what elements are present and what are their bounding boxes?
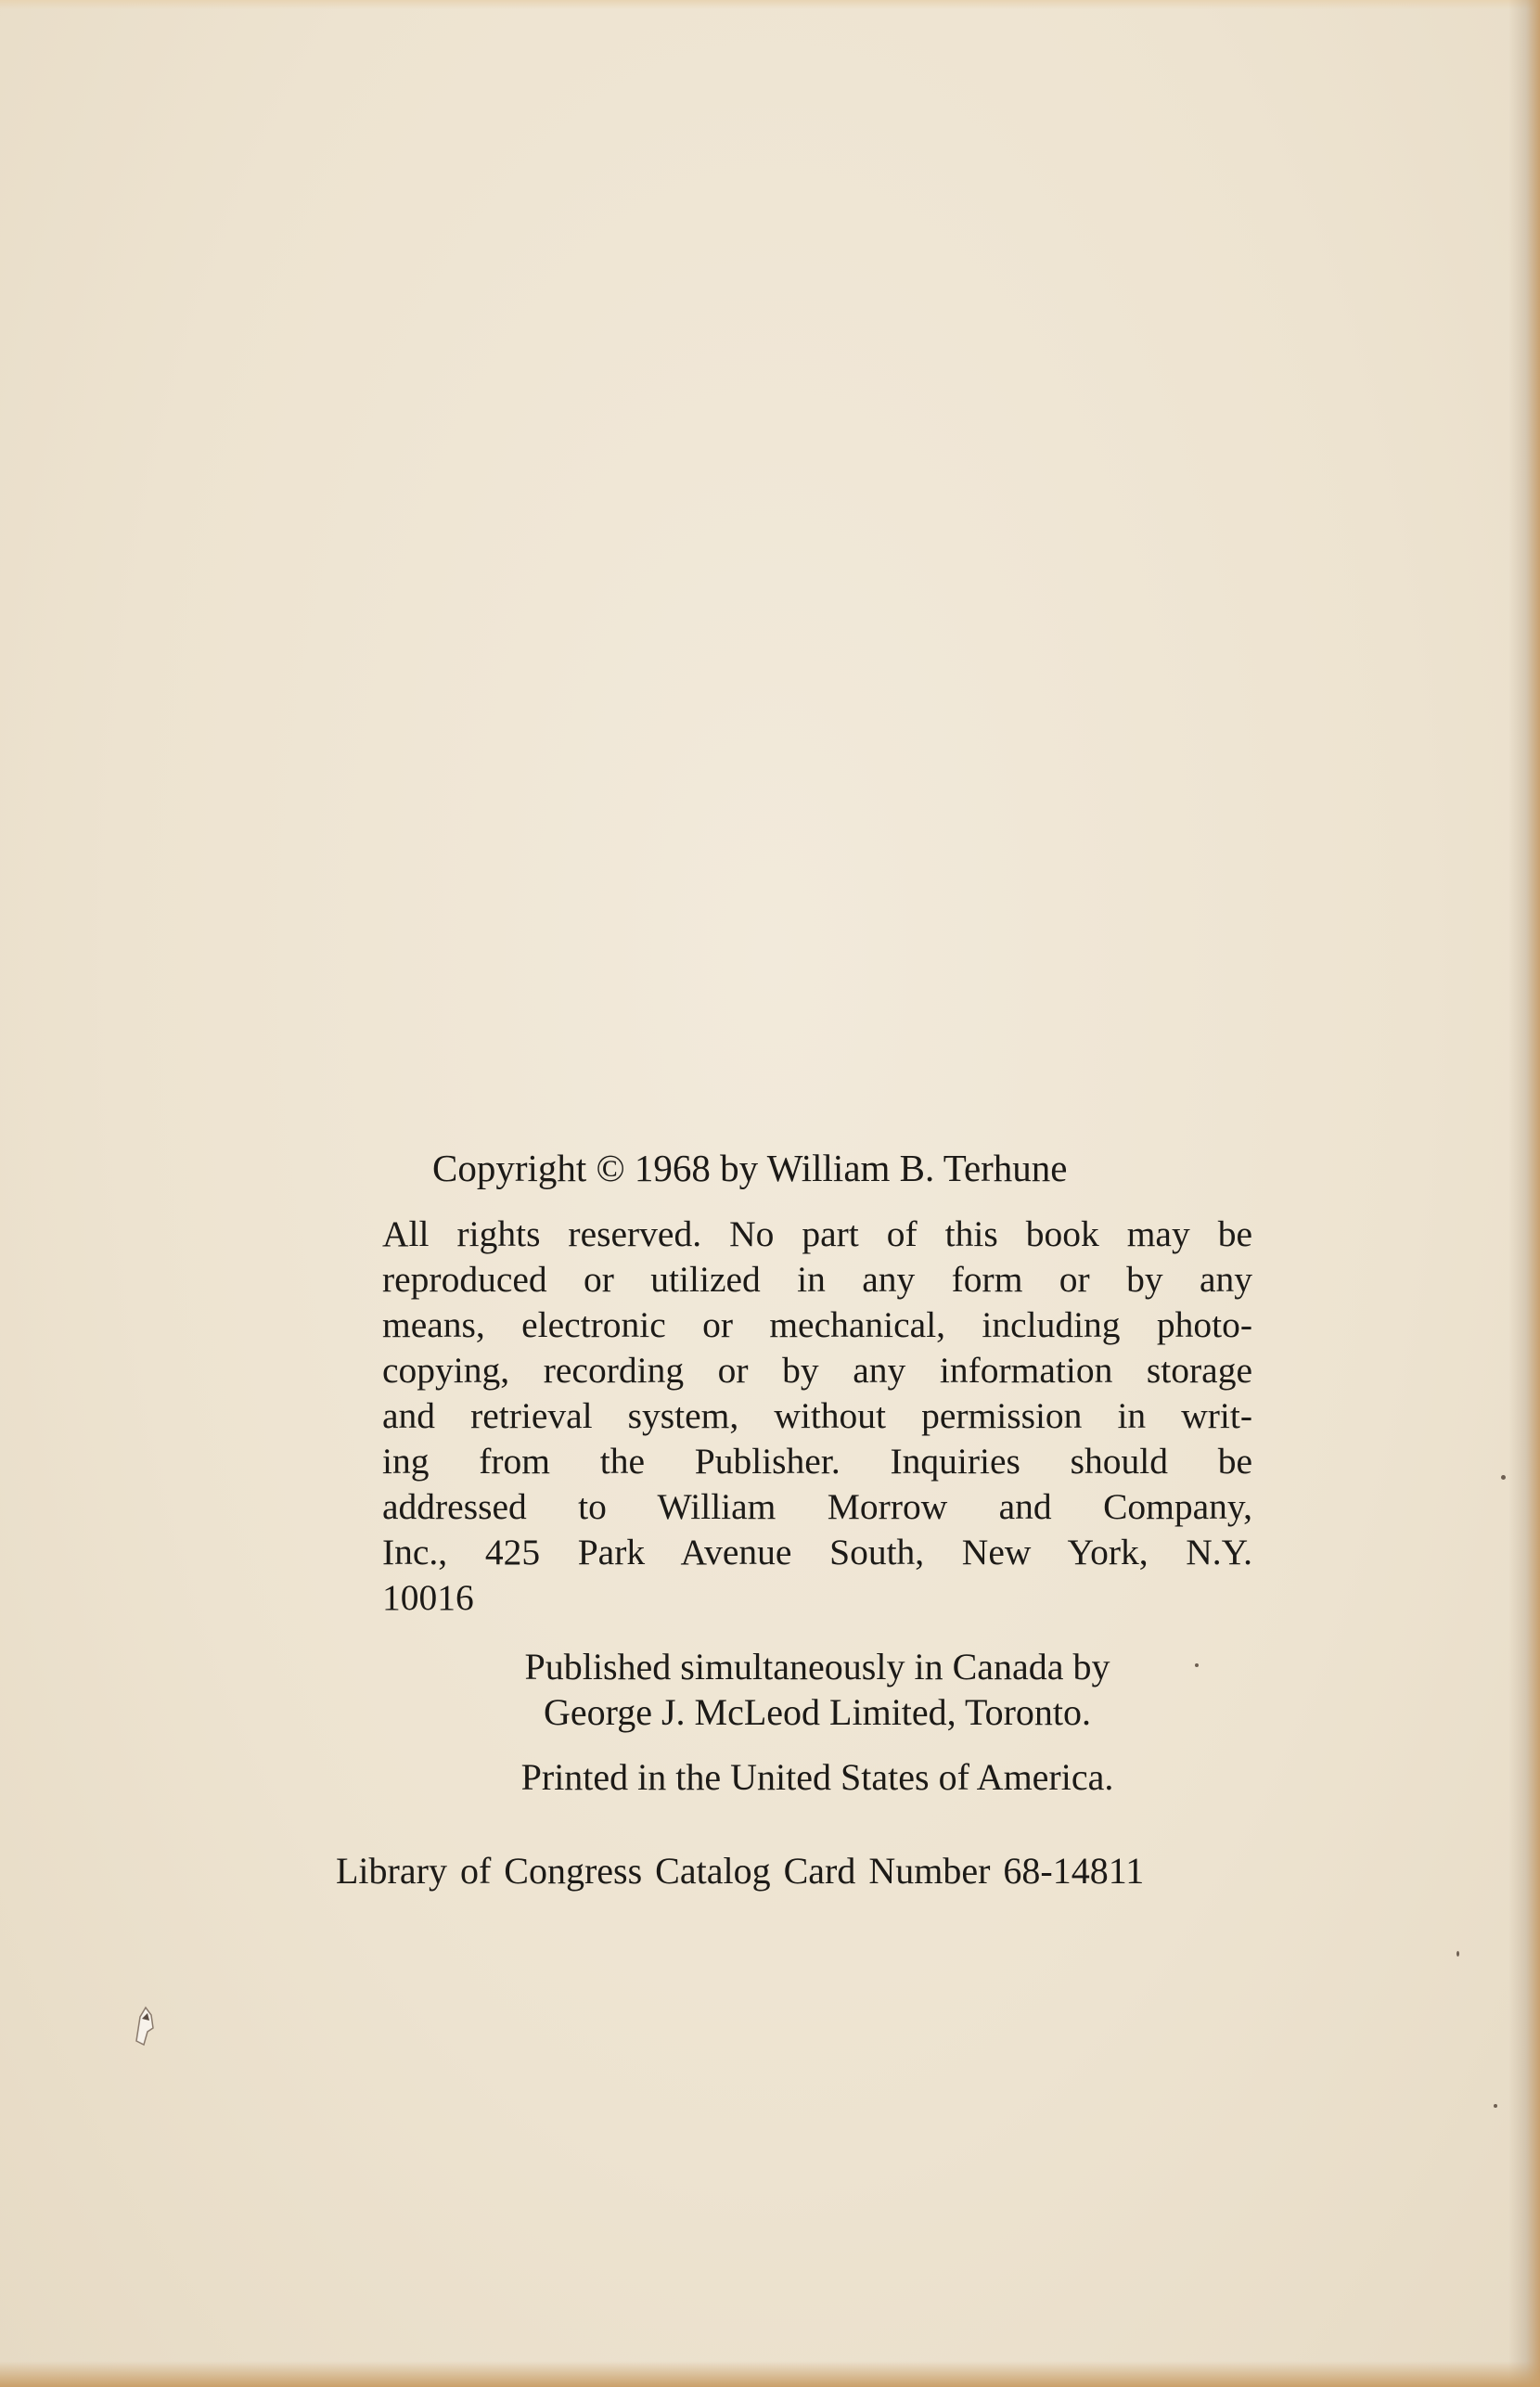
rights-line: means, electronic or mechanical, including photo- <box>382 1304 1252 1345</box>
library-of-congress-number: Library of Congress Catalog Card Number 68-14811 <box>336 1850 1145 1892</box>
published-notice <box>382 1644 1252 1735</box>
rights-line: reproduced or utilized in any form or by any <box>382 1259 1252 1300</box>
rights-line: ing from the Publisher. Inquiries should be <box>382 1441 1252 1482</box>
published-line: George J. McLeod Limited, Toronto. <box>543 1691 1092 1733</box>
paper-speck <box>1457 1951 1459 1957</box>
paper-speck <box>1195 1663 1199 1667</box>
page-bottom-edge <box>0 2361 1540 2387</box>
rights-line: and retrieval system, without permission in writ- <box>382 1395 1252 1436</box>
paper-tear-mark <box>133 2004 157 2047</box>
copyright-line: Copyright © 1968 by William B. Terhune <box>432 1147 1068 1189</box>
paper-speck <box>1494 2104 1497 2108</box>
rights-line: Inc., 425 Park Avenue South, New York, N.Y. <box>382 1532 1252 1572</box>
published-line: Published simultaneously in Canada by <box>524 1646 1110 1688</box>
rights-line: 10016 <box>382 1577 474 1618</box>
rights-paragraph <box>382 1212 1252 1621</box>
page-right-edge <box>1508 0 1540 2387</box>
rights-line: copying, recording or by any information storage <box>382 1350 1252 1391</box>
rights-line: All rights reserved. No part of this book may be <box>382 1213 1252 1254</box>
printed-notice: Printed in the United States of America. <box>520 1756 1114 1798</box>
page-top-edge <box>0 0 1540 9</box>
rights-line: addressed to William Morrow and Company, <box>382 1486 1252 1527</box>
paper-speck <box>1501 1475 1506 1480</box>
